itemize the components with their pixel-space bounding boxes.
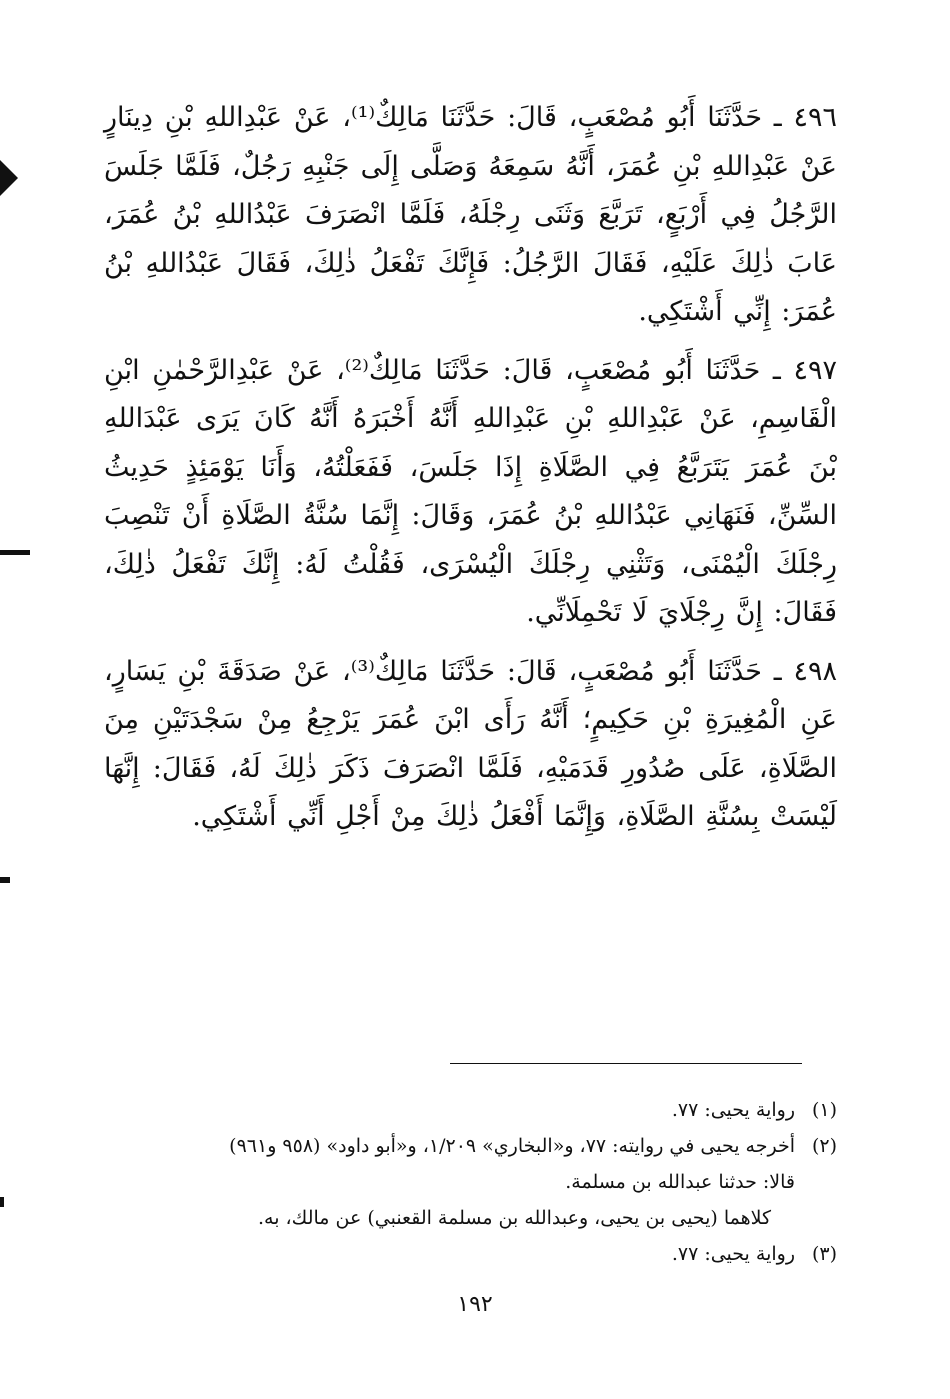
footnote-body — [100, 1128, 795, 1236]
margin-edge-mark — [0, 160, 18, 196]
hadith-paragraph-496: ٤٩٦ ـ حَدَّثَنَا أَبُو مُصْعَبٍ، قَالَ: حَدَّثَنَا مَالِكٌ⁽¹⁾، عَنْ عَبْدِاللهِ بْنِ دِينَارٍ عَنْ عَبْدِاللهِ بْنِ عُمَرَ، أَنَّهُ سَمِعَهُ وَصَلَّى إِلَى جَنْبِهِ رَجُلٌ، فَلَمَّا جَلَسَ الرَّجُلُ فِي أَرْبَعٍ، تَرَبَّعَ وَثَنَى رِجْلَهُ، فَلَمَّا انْصَرَفَ عَبْدُاللهِ بْنُ عُمَرَ، عَابَ ذٰلِكَ عَلَيْهِ، فَقَالَ الرَّجُلُ: فَإِنَّكَ تَفْعَلُ ذٰلِكَ، فَقَالَ عَبْدُاللهِ بْنُ عُمَرَ: إِنِّي أَشْتَكِي. — [104, 102, 837, 327]
footnote-marker: (٢) — [811, 1135, 837, 1157]
footnote-body — [100, 1092, 795, 1128]
footnote-marker: (٣) — [811, 1243, 837, 1265]
hadith-paragraph-498: ٤٩٨ ـ حَدَّثَنَا أَبُو مُصْعَبٍ، قَالَ: حَدَّثَنَا مَالِكٌ⁽³⁾، عَنْ صَدَقَةَ بْنِ يَسَارٍ، عَنِ الْمُغِيرَةِ بْنِ حَكِيمٍ؛ أَنَّهُ رَأَى ابْنَ عُمَرَ يَرْجِعُ مِنْ سَجْدَتَيْنِ مِنَ الصَّلَاةِ، عَلَى صُدُورِ قَدَمَيْهِ، فَلَمَّا انْصَرَفَ ذَكَرَ ذٰلِكَ لَهُ، فَقَالَ: إِنَّهَا لَيْسَتْ بِسُنَّةِ الصَّلَاةِ، وَإِنَّمَا أَفْعَلُ ذٰلِكَ مِنْ أَجْلِ أَنِّي أَشْتَكِي. — [104, 655, 838, 832]
page-number: ١٩٢ — [457, 1292, 493, 1317]
footnote-marker: (١) — [811, 1099, 837, 1121]
footnote-line: قالا: حدثنا عبدالله بن مسلمة. — [565, 1171, 795, 1193]
margin-edge-mark — [0, 877, 10, 883]
footnote-2 — [100, 1128, 837, 1236]
footnotes — [100, 1092, 837, 1272]
footnote-line: كلاهما (يحيى بن يحيى، وعبدالله بن مسلمة القعنبي) عن مالك، به. — [258, 1207, 771, 1229]
footnote-line: رواية يحيى: ٧٧. — [671, 1099, 795, 1121]
margin-edge-mark — [0, 550, 30, 555]
footnote-1 — [100, 1092, 837, 1128]
hadith-paragraph-497: ٤٩٧ ـ حَدَّثَنَا أَبُو مُصْعَبٍ، قَالَ: حَدَّثَنَا مَالِكٌ⁽²⁾، عَنْ عَبْدِالرَّحْمٰنِ ابْنِ الْقَاسِمِ، عَنْ عَبْدِاللهِ بْنِ عَبْدِاللهِ أَنَّهُ أَخْبَرَهُ أَنَّهُ كَانَ يَرَى عَبْدَاللهِ بْنَ عُمَرَ يَتَرَبَّعُ فِي الصَّلَاةِ إِذَا جَلَسَ، فَفَعَلْتُهُ، وَأَنَا يَوْمَئِذٍ حَدِيثُ السِّنِّ، فَنَهَانِي عَبْدُاللهِ بْنُ عُمَرَ، وَقَالَ: إِنَّمَا سُنَّةُ الصَّلَاةِ أَنْ تَنْصِبَ رِجْلَكَ الْيُمْنَى، وَتَثْنِي رِجْلَكَ الْيُسْرَى، فَقُلْتُ لَهُ: إِنَّكَ تَفْعَلُ ذٰلِكَ، فَقَالَ: إِنَّ رِجْلَايَ لَا تَحْمِلَانِّي. — [104, 354, 837, 628]
margin-edge-mark — [0, 1197, 4, 1207]
footnote-line: رواية يحيى: ٧٧. — [671, 1243, 795, 1265]
footnote-body — [100, 1236, 795, 1272]
footnote-3 — [100, 1236, 837, 1272]
footnote-separator — [450, 1063, 802, 1064]
footnote-line: أخرجه يحيى في روايته: ٧٧، و«البخاري» ١/٢٠٩، و«أبو داود» (٩٥٨ و٩٦١) — [229, 1135, 795, 1157]
main-text — [104, 94, 837, 852]
